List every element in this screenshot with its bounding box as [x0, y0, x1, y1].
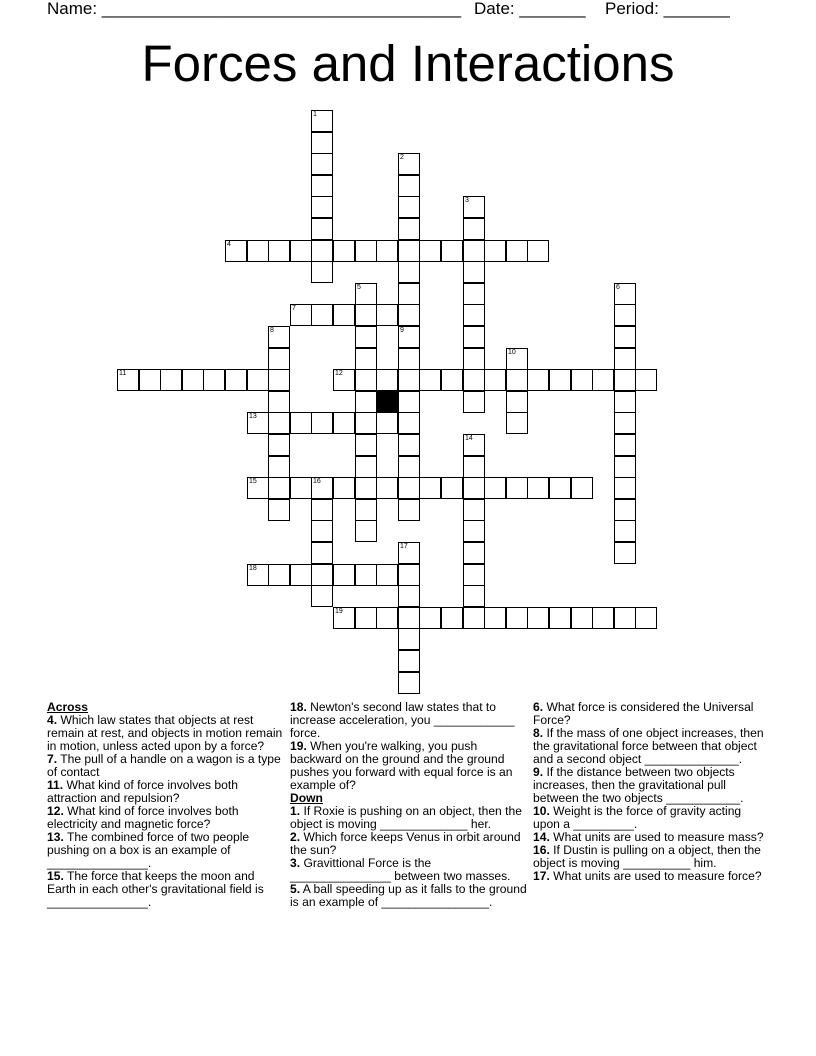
- crossword-cell[interactable]: [549, 607, 571, 629]
- clue-item-text: The force that keeps the moon and Earth in each other's gravitational field is _______________.: [47, 869, 264, 909]
- crossword-cell[interactable]: [463, 304, 485, 326]
- crossword-cell[interactable]: [290, 412, 312, 434]
- clue-item-number: 10.: [533, 804, 550, 818]
- crossword-cell[interactable]: [484, 607, 506, 629]
- clue-number: 13: [249, 413, 257, 420]
- crossword-cell[interactable]: [311, 196, 333, 218]
- crossword-cell[interactable]: [376, 607, 398, 629]
- clue-item-text: The combined force of two people pushing on a box is an example of _______________.: [47, 830, 250, 870]
- crossword-cell[interactable]: [419, 477, 441, 499]
- crossword-cell[interactable]: [268, 391, 290, 413]
- crossword-cell[interactable]: [527, 240, 549, 262]
- clue-item-number: 6.: [533, 700, 544, 714]
- crossword-cell[interactable]: [484, 477, 506, 499]
- clue-item-number: 7.: [47, 752, 58, 766]
- clue-section-heading: Across: [47, 700, 89, 714]
- crossword-cell[interactable]: [333, 607, 355, 629]
- clue-item: [47, 870, 285, 909]
- clue-item: [533, 805, 771, 831]
- crossword-cell[interactable]: [614, 326, 636, 348]
- clue-number: 5: [357, 284, 361, 291]
- clue-number: 1: [313, 111, 317, 118]
- crossword-cell[interactable]: [506, 607, 528, 629]
- crossword-cell[interactable]: [506, 369, 528, 391]
- clue-item: [47, 831, 285, 870]
- clue-item-text: If Dustin is pulling on a object, then the object is moving __________ him.: [533, 843, 761, 870]
- crossword-cell[interactable]: [376, 477, 398, 499]
- crossword-cell[interactable]: [398, 326, 420, 348]
- crossword-cell[interactable]: [463, 520, 485, 542]
- clue-item-text: Weight is the force of gravity acting upon a _________.: [533, 804, 742, 831]
- clue-item-number: 3.: [290, 856, 301, 870]
- crossword-cell[interactable]: [311, 499, 333, 521]
- crossword-cell[interactable]: [614, 456, 636, 478]
- crossword-cell[interactable]: [268, 369, 290, 391]
- crossword-cell[interactable]: [182, 369, 204, 391]
- crossword-cell[interactable]: [311, 542, 333, 564]
- crossword-cell[interactable]: [333, 412, 355, 434]
- crossword-cell[interactable]: [614, 477, 636, 499]
- clue-item-text: Which force keeps Venus in orbit around the sun?: [290, 830, 521, 857]
- crossword-cell[interactable]: [311, 110, 333, 132]
- crossword-cell[interactable]: [290, 477, 312, 499]
- crossword-cell[interactable]: [268, 434, 290, 456]
- crossword-cell[interactable]: [419, 607, 441, 629]
- crossword-cell[interactable]: [311, 585, 333, 607]
- crossword-cell[interactable]: [355, 391, 377, 413]
- clue-item: [47, 753, 285, 779]
- clue-item: [47, 714, 285, 753]
- crossword-cell[interactable]: [571, 477, 593, 499]
- crossword-cell[interactable]: [463, 585, 485, 607]
- crossword-cell[interactable]: [311, 240, 333, 262]
- crossword-cell[interactable]: [614, 391, 636, 413]
- clue-item: [533, 844, 771, 870]
- crossword-cell[interactable]: [355, 283, 377, 305]
- crossword-cell[interactable]: [376, 304, 398, 326]
- crossword-cell[interactable]: [484, 369, 506, 391]
- clues-column-2: [290, 701, 528, 909]
- crossword-cell[interactable]: [247, 369, 269, 391]
- clue-item-text: What units are used to measure force?: [549, 869, 762, 883]
- crossword-cell[interactable]: [311, 218, 333, 240]
- crossword-cell[interactable]: [355, 304, 377, 326]
- crossword-cell[interactable]: [614, 304, 636, 326]
- crossword-cell[interactable]: [398, 391, 420, 413]
- clue-number: 19: [335, 608, 343, 615]
- clue-number: 4: [227, 241, 231, 248]
- clue-item-number: 19.: [290, 739, 307, 753]
- crossword-cell[interactable]: [398, 650, 420, 672]
- clue-item-number: 1.: [290, 804, 301, 818]
- crossword-cell[interactable]: [376, 564, 398, 586]
- crossword-cell[interactable]: [463, 607, 485, 629]
- crossword-cell[interactable]: [203, 369, 225, 391]
- clue-number: 3: [465, 197, 469, 204]
- crossword-cell[interactable]: [592, 369, 614, 391]
- clue-item-text: What force is considered the Universal Force?: [533, 700, 754, 727]
- crossword-cell[interactable]: [614, 348, 636, 370]
- clue-item-text: What kind of force involves both attraction and repulsion?: [47, 778, 238, 805]
- crossword-cell[interactable]: [398, 261, 420, 283]
- crossword-cell[interactable]: [398, 153, 420, 175]
- clue-number: 14: [465, 435, 473, 442]
- crossword-cell[interactable]: [355, 520, 377, 542]
- clue-item: [290, 831, 528, 857]
- crossword-cell[interactable]: [247, 477, 269, 499]
- crossword-cell[interactable]: [268, 348, 290, 370]
- crossword-cell[interactable]: [398, 196, 420, 218]
- crossword-cell[interactable]: [311, 132, 333, 154]
- crossword-cell[interactable]: [355, 477, 377, 499]
- crossword-cell[interactable]: [614, 412, 636, 434]
- crossword-cell[interactable]: [419, 240, 441, 262]
- crossword-cell[interactable]: [463, 434, 485, 456]
- clue-item: [47, 805, 285, 831]
- crossword-cell[interactable]: [398, 585, 420, 607]
- clue-item-number: 13.: [47, 830, 64, 844]
- clue-item-number: 8.: [533, 726, 544, 740]
- clue-number: 18: [249, 565, 257, 572]
- clue-item: [290, 740, 528, 792]
- clue-item-text: If the mass of one object increases, then the gravitational force between that object and a second object ______________.: [533, 726, 764, 766]
- clue-item-text: Which law states that objects at rest remain at rest, and objects in motion remain in motion, unless acted upon by a force?: [47, 713, 283, 753]
- crossword-cell[interactable]: [376, 369, 398, 391]
- clue-item-number: 5.: [290, 882, 301, 896]
- clue-item-number: 11.: [47, 778, 64, 792]
- crossword-cell[interactable]: [268, 240, 290, 262]
- crossword-cell[interactable]: [398, 283, 420, 305]
- clue-number: 12: [335, 370, 343, 377]
- crossword-cell[interactable]: [614, 369, 636, 391]
- crossword-cell[interactable]: [614, 542, 636, 564]
- crossword-cell[interactable]: [441, 477, 463, 499]
- crossword-cell[interactable]: [592, 607, 614, 629]
- clue-item: [533, 701, 771, 727]
- crossword-cell[interactable]: [463, 348, 485, 370]
- crossword-cell[interactable]: [311, 261, 333, 283]
- clue-item: [290, 883, 528, 909]
- clue-number: 2: [400, 154, 404, 161]
- crossword-cell[interactable]: [139, 369, 161, 391]
- crossword-cell[interactable]: [506, 240, 528, 262]
- crossword-cell[interactable]: [571, 607, 593, 629]
- crossword-cell[interactable]: [398, 477, 420, 499]
- page-title: Forces and Interactions: [141, 35, 675, 92]
- clue-item-number: 4.: [47, 713, 58, 727]
- crossword-cell[interactable]: [506, 477, 528, 499]
- clue-item-text: The pull of a handle on a wagon is a type of contact: [47, 752, 281, 779]
- crossword-cell[interactable]: [463, 456, 485, 478]
- clue-item-number: 14.: [533, 830, 550, 844]
- crossword-cell[interactable]: [398, 628, 420, 650]
- clue-item: [290, 805, 528, 831]
- crossword-cell[interactable]: [398, 672, 420, 694]
- crossword-cell[interactable]: [311, 412, 333, 434]
- crossword-cell[interactable]: [463, 196, 485, 218]
- clue-item-number: 16.: [533, 843, 550, 857]
- crossword-cell[interactable]: [355, 412, 377, 434]
- black-square: [376, 391, 398, 413]
- crossword-cell[interactable]: [506, 348, 528, 370]
- crossword-cell[interactable]: [398, 499, 420, 521]
- crossword-cell[interactable]: [333, 304, 355, 326]
- crossword-cell[interactable]: [355, 499, 377, 521]
- crossword-cell[interactable]: [355, 456, 377, 478]
- crossword-cell[interactable]: [398, 412, 420, 434]
- crossword-cell[interactable]: [268, 456, 290, 478]
- crossword-cell[interactable]: [268, 499, 290, 521]
- clue-item: [533, 870, 771, 883]
- crossword-cell[interactable]: [333, 564, 355, 586]
- date-field[interactable]: Date: _______: [474, 0, 586, 18]
- clue-item-number: 17.: [533, 869, 550, 883]
- clue-item-number: 12.: [47, 804, 64, 818]
- crossword-cell[interactable]: [398, 218, 420, 240]
- clue-item-text: If the distance between two objects increases, then the gravitational pull between the two objects ___________.: [533, 765, 744, 805]
- crossword-cell[interactable]: [247, 564, 269, 586]
- crossword-cell[interactable]: [376, 412, 398, 434]
- crossword-cell[interactable]: [398, 456, 420, 478]
- clue-item-number: 18.: [290, 700, 307, 714]
- clue-item: [533, 766, 771, 805]
- crossword-cell[interactable]: [225, 240, 247, 262]
- crossword-cell[interactable]: [290, 304, 312, 326]
- crossword-cell[interactable]: [311, 477, 333, 499]
- crossword-cell[interactable]: [441, 369, 463, 391]
- crossword-cell[interactable]: [268, 412, 290, 434]
- crossword-cell[interactable]: [268, 477, 290, 499]
- crossword-cell[interactable]: [247, 240, 269, 262]
- crossword-cell[interactable]: [463, 283, 485, 305]
- crossword-cell[interactable]: [398, 542, 420, 564]
- clue-item-text: When you're walking, you push backward on the ground and the ground pushes you forward with equal force is an example of?: [290, 739, 513, 792]
- crossword-cell[interactable]: [463, 542, 485, 564]
- crossword-cell[interactable]: [355, 348, 377, 370]
- crossword-cell[interactable]: [160, 369, 182, 391]
- crossword-cell[interactable]: [614, 434, 636, 456]
- crossword-cell[interactable]: [463, 369, 485, 391]
- name-field[interactable]: Name: ______________________________________: [47, 0, 462, 18]
- clue-number: 15: [249, 478, 257, 485]
- crossword-cell[interactable]: [398, 304, 420, 326]
- crossword-cell[interactable]: [463, 326, 485, 348]
- clue-item-text: If Roxie is pushing on an object, then the object is moving _____________ her.: [290, 804, 522, 831]
- crossword-cell[interactable]: [506, 412, 528, 434]
- clue-section-heading: Down: [290, 791, 323, 805]
- crossword-cell[interactable]: [311, 304, 333, 326]
- crossword-cell[interactable]: [398, 564, 420, 586]
- crossword-cell[interactable]: [311, 153, 333, 175]
- crossword-cell[interactable]: [441, 607, 463, 629]
- crossword-cell[interactable]: [571, 369, 593, 391]
- clue-item-text: A ball speeding up as it falls to the ground is an example of ________________.: [290, 882, 527, 909]
- crossword-cell[interactable]: [484, 240, 506, 262]
- clue-number: 8: [270, 327, 274, 334]
- crossword-cell[interactable]: [398, 434, 420, 456]
- crossword-cell[interactable]: [117, 369, 139, 391]
- clue-item-number: 15.: [47, 869, 64, 883]
- crossword-cell[interactable]: [268, 564, 290, 586]
- clue-number: 16: [313, 478, 321, 485]
- crossword-cell[interactable]: [355, 434, 377, 456]
- crossword-cell[interactable]: [549, 369, 571, 391]
- crossword-cell[interactable]: [398, 348, 420, 370]
- crossword-cell[interactable]: [463, 218, 485, 240]
- clue-number: 7: [292, 305, 296, 312]
- clue-item-text: Gravittional Force is the _______________ between two masses.: [290, 856, 511, 883]
- crossword-cell[interactable]: [506, 391, 528, 413]
- clue-number: 11: [119, 370, 127, 377]
- clues-column-1: [47, 701, 285, 909]
- clue-item-text: What units are used to measure mass?: [549, 830, 764, 844]
- clue-item: [290, 701, 528, 740]
- crossword-cell[interactable]: [355, 564, 377, 586]
- clue-item-number: 9.: [533, 765, 544, 779]
- crossword-cell[interactable]: [225, 369, 247, 391]
- crossword-cell[interactable]: [311, 520, 333, 542]
- crossword-cell[interactable]: [441, 240, 463, 262]
- crossword-cell[interactable]: [614, 607, 636, 629]
- crossword-cell[interactable]: [463, 477, 485, 499]
- crossword-cell[interactable]: [311, 564, 333, 586]
- crossword-cell[interactable]: [376, 240, 398, 262]
- crossword-cell[interactable]: [333, 240, 355, 262]
- period-field[interactable]: Period: _______: [605, 0, 730, 18]
- crossword-cell[interactable]: [527, 477, 549, 499]
- crossword-cell[interactable]: [398, 607, 420, 629]
- crossword-cell[interactable]: [463, 391, 485, 413]
- crossword-cell[interactable]: [398, 369, 420, 391]
- crossword-cell[interactable]: [463, 261, 485, 283]
- crossword-cell[interactable]: [549, 477, 571, 499]
- clue-number: 9: [400, 327, 404, 334]
- crossword-cell[interactable]: [355, 369, 377, 391]
- clue-item: [47, 779, 285, 805]
- crossword-cell[interactable]: [247, 412, 269, 434]
- crossword-cell[interactable]: [527, 607, 549, 629]
- clue-number: 6: [616, 284, 620, 291]
- clue-number: 10: [508, 349, 516, 356]
- crossword-cell[interactable]: [614, 283, 636, 305]
- crossword-cell[interactable]: [355, 607, 377, 629]
- crossword-cell[interactable]: [463, 240, 485, 262]
- crossword-cell[interactable]: [333, 369, 355, 391]
- crossword-cell[interactable]: [311, 175, 333, 197]
- crossword-cell[interactable]: [355, 240, 377, 262]
- crossword-cell[interactable]: [463, 499, 485, 521]
- crossword-cell[interactable]: [527, 369, 549, 391]
- crossword-cell[interactable]: [355, 326, 377, 348]
- crossword-cell[interactable]: [635, 607, 657, 629]
- clue-item: [533, 727, 771, 766]
- crossword-cell[interactable]: [268, 326, 290, 348]
- clue-item-number: 2.: [290, 830, 301, 844]
- clue-number: 17: [400, 543, 408, 550]
- crossword-cell[interactable]: [333, 477, 355, 499]
- clue-item: [290, 857, 528, 883]
- clue-item-text: What kind of force involves both electricity and magnetic force?: [47, 804, 239, 831]
- clue-item-text: Newton's second law states that to increase acceleration, you ____________ force.: [290, 700, 515, 740]
- crossword-cell[interactable]: [290, 240, 312, 262]
- crossword-cell[interactable]: [614, 520, 636, 542]
- crossword-cell[interactable]: [398, 175, 420, 197]
- crossword-cell[interactable]: [419, 369, 441, 391]
- crossword-cell[interactable]: [463, 564, 485, 586]
- crossword-cell[interactable]: [398, 240, 420, 262]
- clues-column-3: [533, 701, 771, 883]
- crossword-cell[interactable]: [290, 564, 312, 586]
- crossword-cell[interactable]: [614, 499, 636, 521]
- crossword-cell[interactable]: [635, 369, 657, 391]
